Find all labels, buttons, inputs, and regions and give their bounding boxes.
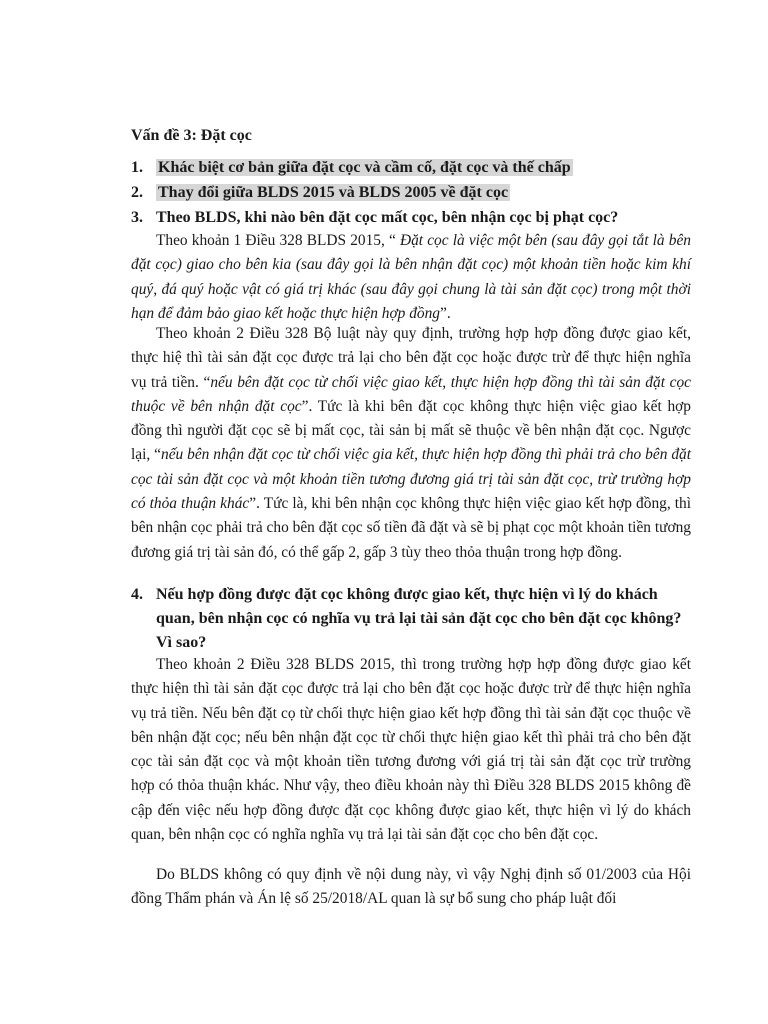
- paragraph-4: Do BLDS không có quy định về nội dung này, vì vậy Nghị định số 01/2003 của Hội đồng Thẩm phán và Án lệ số 25/2018/AL quan là sự bổ sung cho pháp luật đối: [131, 866, 691, 908]
- list-text-highlighted: Thay đổi giữa BLDS 2015 và BLDS 2005 về đặt cọc: [158, 184, 509, 201]
- quoted-text: Đặt cọc là việc một bên (sau đây gọi tắt là bên đặt cọc) giao cho bên kia (sau đây gọi là bên nhận đặt cọc) một khoản tiền hoặc kim khí quý, đá quý hoặc vật có giá trị khác (sau đây gọi chung là tài sản đặt cọc) trong một thời hạn để đảm bảo giao kết hoặc thực hiện hợp đồng: [131, 232, 691, 322]
- list-item-2: [131, 181, 691, 205]
- paragraph-2: [131, 322, 691, 565]
- list-text-highlighted: Khác biệt cơ bản giữa đặt cọc và cầm cố, đặt cọc và thế chấp: [158, 159, 571, 176]
- list-number: 2.: [131, 184, 143, 201]
- list-number: 1.: [131, 159, 143, 176]
- list-item-3: [131, 206, 691, 230]
- paragraph-text: ”.: [439, 304, 451, 322]
- list-text: Theo BLDS, khi nào bên đặt cọc mất cọc, bên nhận cọc bị phạt cọc?: [156, 209, 619, 226]
- list-item-4: [131, 583, 691, 655]
- paragraph-text: ”. Tức là khi bên đặt cọc không thực hiện việc giao kết hợp đồng thì người đặt cọc sẽ bị mất cọc, tài sản bị mất sẽ thuộc về bên nhận đặt cọc. Ngược lại, “: [131, 397, 691, 464]
- list-number: 3.: [131, 209, 143, 226]
- list-text: Nếu hợp đồng được đặt cọc không được giao kết, thực hiện vì lý do khách quan, bên nhận cọc có nghĩa vụ trả lại tài sản đặt cọc cho bên đặt cọc không? Vì sao?: [156, 586, 682, 651]
- list-item-1: [131, 156, 691, 180]
- paragraph-text: ”. Tức là, khi bên nhận cọc không thực hiện việc giao kết hợp đồng, thì bên nhận cọc phải trả cho bên đặt cọc số tiền đã đặt và sẽ bị phạt cọc một khoản tiền tương đương giá trị tài sản đó, có thể gấp 2, gấp 3 tùy theo thỏa thuận trong hợp đồng.: [131, 495, 692, 561]
- section-heading: Vấn đề 3: Đặt cọc: [131, 127, 252, 144]
- paragraph-text: Theo khoản 2 Điều 328 Bộ luật này quy định, trường hợp hợp đồng được giao kết, thực hiệ thì tài sản đặt cọc được trả lại cho bên đặt cọc hoặc được trừ để thực hiện nghĩa vụ trả tiền. “: [131, 325, 691, 391]
- paragraph-1: [131, 229, 691, 326]
- paragraph-text: Theo khoản 1 Điều 328 BLDS 2015, “: [156, 232, 400, 249]
- quoted-text: nếu bên đặt cọc từ chối việc giao kết, thực hiện hợp đồng thì tài sản đặt cọc thuộc về bên nhận đặt cọc: [131, 373, 691, 415]
- quoted-text: nếu bên nhận đặt cọc từ chối việc gia kết, thực hiện hợp đồng thì phải trả cho bên đặt cọc tài sản đặt cọc và một khoản tiền tương đương giá trị tài sản đặt cọc, trừ trường hợp có thỏa thuận khác: [131, 446, 691, 513]
- list-number: 4.: [131, 586, 143, 603]
- paragraph-3: Theo khoản 2 Điều 328 BLDS 2015, thì trong trường hợp hợp đồng được giao kết thực hiện thì tài sản đặt cọc được trả lại cho bên đặt cọc hoặc được trừ để thực hiện nghĩa vụ trả tiền. Nếu bên đặt cọ từ chối thực hiện giao kết hợp đồng thì tài sản đặt cọc thuộc về bên nhận đặt cọc; nếu bên nhận đặt cọc từ chối thực hiện giao kết thì phải trả cho bên đặt cọc tài sản đặt cọc và một khoản tiền tương đương với giá trị tài sản đặt cọc trừ trường hợp có thỏa thuận khác. Như vậy, theo điều khoản này thì Điều 328 BLDS 2015 không đề cập đến việc nếu hợp đồng được đặt cọc không được giao kết, thực hiện vì lý do khách quan, bên nhận cọc có nghĩa nghĩa vụ trả lại tài sản đặt cọc cho bên đặt cọc.: [131, 656, 691, 844]
